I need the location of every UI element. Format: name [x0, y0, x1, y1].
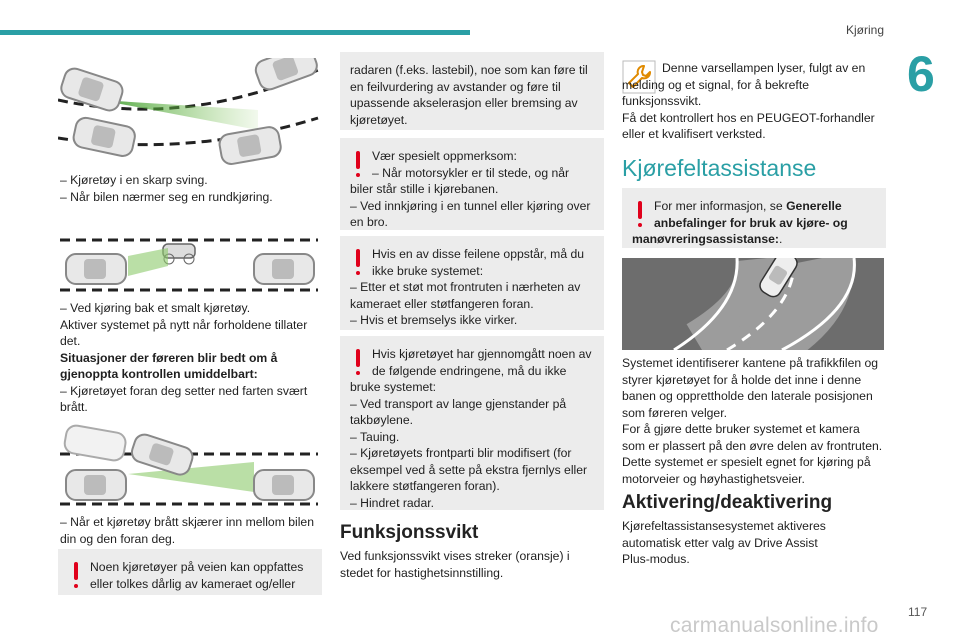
warning-box — [58, 549, 322, 595]
cut-in-illustration — [58, 418, 320, 508]
caption-line: – Når bilen nærmer seg en rundkjøring. — [60, 189, 273, 204]
section-heading-lane-assist: Kjørefeltassistanse — [622, 155, 817, 181]
warning-line: – Ved innkjøring i en tunnel eller kjøring over en bro. — [350, 198, 591, 229]
watermark: carmanualsonline.info — [670, 614, 879, 637]
info-box — [622, 188, 886, 248]
warning-line: – Etter et støt mot frontruten i nærheten av kameraet eller støtfangeren foran. — [350, 280, 581, 311]
body-text: Denne varsellampen lyser, fulgt av en melding og et signal, for å bekrefte funksjonssvikt. — [622, 61, 866, 108]
caption-text: – Når et kjøretøy brått skjærer inn mellom bilen din og den foran deg. — [60, 515, 314, 546]
warning-line: – Hindret radar. — [350, 495, 435, 510]
warning-line: – Tauing. — [350, 429, 400, 444]
narrow-vehicle-illustration — [58, 232, 320, 294]
warning-exclamation-icon — [352, 249, 364, 279]
caption-cut-in — [60, 514, 322, 547]
section-title: Kjøring — [846, 23, 885, 37]
caption-line: – Ved kjøring bak et smalt kjøretøy. — [60, 301, 251, 315]
warning-exclamation-icon — [352, 349, 364, 379]
fault-body — [340, 548, 602, 581]
body-text: Få det kontrollert hos en PEUGEOT-forhandler eller et kvalifisert verksted. — [622, 110, 875, 141]
warning-line: Vær spesielt oppmerksom: — [372, 149, 517, 163]
body-text: Dette systemet er spesielt egnet for kjøring på motorveier og høyhastighetsveier. — [622, 455, 871, 486]
warning-line: Hvis kjøretøyet har gjennomgått noen av de følgende endringene, må du ikke bruke systemet: — [350, 347, 592, 394]
lane-assist-illustration — [622, 258, 884, 350]
caption-narrow — [60, 300, 322, 416]
curve-illustration — [58, 58, 320, 166]
body-text: For å gjøre dette bruker systemet et kamera som er plassert på den øvre delen av frontruten. — [622, 422, 883, 453]
section-heading-activation: Aktivering/deaktivering — [622, 492, 833, 513]
warning-exclamation-icon — [70, 562, 82, 592]
warning-box — [340, 336, 604, 510]
warning-text: Noen kjøretøyer på veien kan oppfattes eller tolkes dårlig av kameraet og/eller — [90, 560, 304, 591]
top-accent-bar — [0, 30, 470, 35]
warning-line: – Ved transport av lange gjenstander på takbøylene. — [350, 396, 567, 427]
caption-curve — [60, 172, 322, 205]
section-heading-fault: Funksjonssvikt — [340, 522, 479, 543]
info-text: For mer informasjon, se Generelle anbefalinger for bruk av kjøre- og manøvreringsassistanse:. — [632, 199, 848, 246]
lane-assist-body — [622, 355, 886, 487]
body-text: Systemet identifiserer kantene på trafikkfilen og styrer kjøretøyet for å holde det inne i denne banen og opprettholde den laterale posisjonen som føreren velger. — [622, 356, 879, 420]
warning-box — [340, 236, 604, 330]
situations-item: – Kjøretøyet foran deg setter ned farten svært brått. — [60, 383, 308, 414]
caption-line: – Kjøretøy i en skarp sving. — [60, 173, 208, 187]
warning-exclamation-icon — [352, 151, 364, 181]
body-text: Ved funksjonssvikt vises streker (oransje) i stedet for hastighetsinnstilling. — [340, 549, 570, 580]
chapter-number: 6 — [907, 46, 935, 102]
situations-heading: Situasjoner der føreren blir bedt om å gjenoppta kontrollen umiddelbart: — [60, 350, 278, 381]
warning-box — [340, 138, 604, 230]
fault-lamp-text — [622, 60, 884, 143]
warning-box-continued — [340, 52, 604, 130]
warning-line: – Kjøretøyets frontparti blir modifisert (for eksempel ved å sette på ekstra fjernlys eller lakkere støtfangeren foran). — [350, 446, 588, 493]
warning-line: Hvis en av disse feilene oppstår, må du ikke bruke systemet: — [372, 247, 585, 278]
body-text: Kjørefeltassistansesystemet aktiveres automatisk etter valg av Drive Assist Plus-modus. — [622, 519, 826, 566]
page-number: 117 — [908, 605, 928, 619]
caption-text: Aktiver systemet på nytt når forholdene tillater det. — [60, 317, 308, 348]
warning-text: radaren (f.eks. lastebil), noe som kan føre til en feilvurdering av avstander og føre til upassende akselerasjon eller bremsing av kjøretøyet. — [350, 63, 588, 127]
warning-line: – Hvis et bremselys ikke virker. — [350, 313, 518, 327]
activation-body — [622, 518, 842, 568]
chapter-tab — [895, 42, 960, 106]
warning-exclamation-icon — [634, 201, 646, 231]
warning-line: – Når motorsykler er til stede, og når biler står stille i kjørebanen. — [350, 165, 570, 196]
